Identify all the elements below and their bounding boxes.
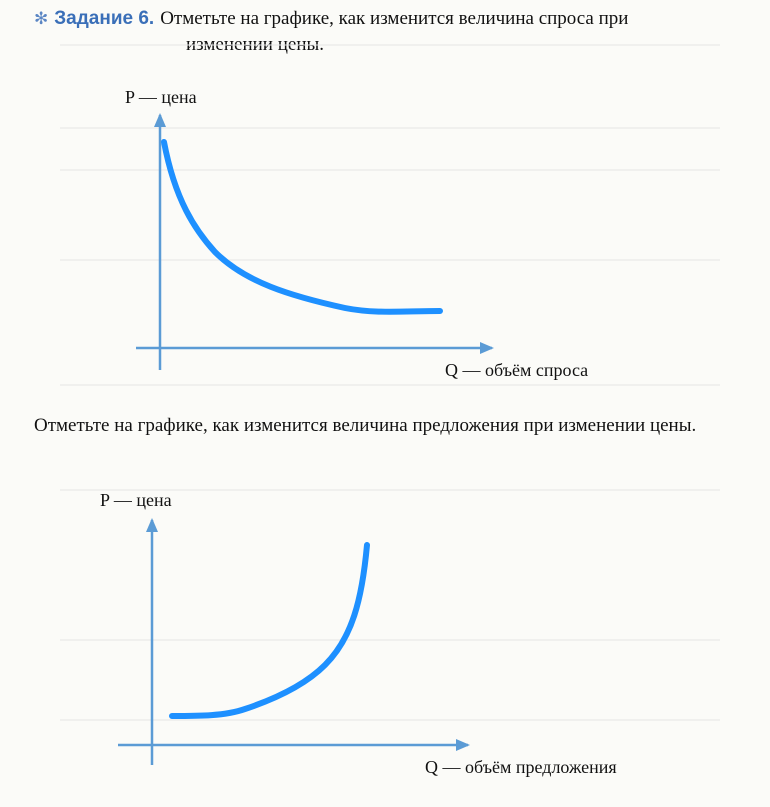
demand-chart (125, 87, 588, 380)
star-icon: ✻ (34, 9, 49, 29)
supply-x-axis-label: Q — объём предложения (425, 757, 617, 777)
demand-y-axis-label: P — цена (125, 87, 197, 107)
supply-chart (100, 490, 617, 777)
task-text-line1: Отметьте на графике, как изменится величина спроса при (160, 8, 629, 29)
supply-question: Отметьте на графике, как изменится величина предложения при изменении цены. (34, 415, 697, 436)
supply-y-axis-label: P — цена (100, 490, 172, 510)
task-label: Задание 6. (54, 8, 155, 29)
demand-curve[interactable] (164, 142, 440, 312)
supply-curve[interactable] (172, 545, 367, 716)
task-text-line2: изменении цены. (186, 34, 325, 55)
demand-x-axis-label: Q — объём спроса (445, 360, 589, 380)
